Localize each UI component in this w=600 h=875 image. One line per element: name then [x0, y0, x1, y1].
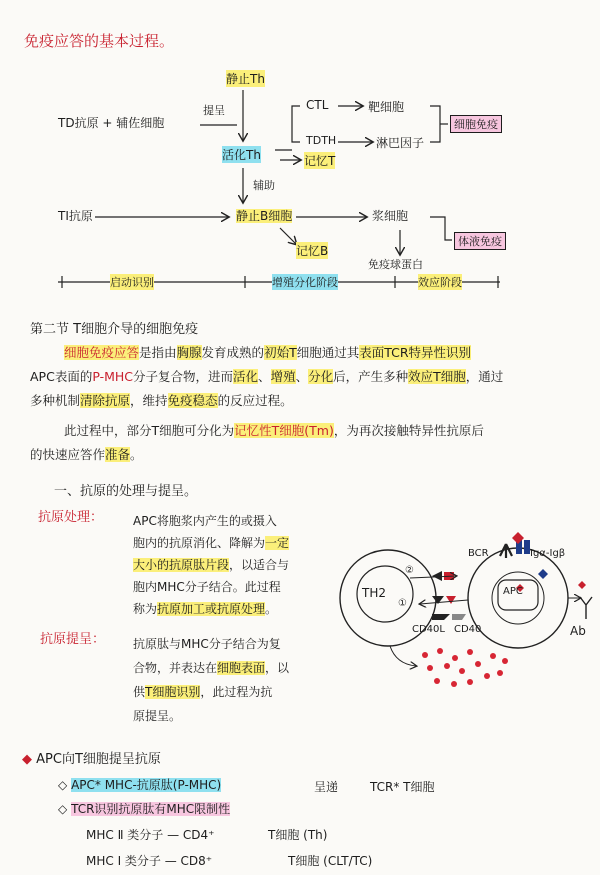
bcr-label: BCR [468, 548, 489, 559]
line3-mhc2: MHC Ⅱ 类分子 — CD4⁺ [86, 828, 215, 842]
section2-title: 第二节 T细胞介导的细胞免疫 [30, 322, 199, 337]
main-bullet-text: APC向T细胞提呈抗原 [36, 752, 161, 767]
section2-p1-line3: 多种机制清除抗原，维持免疫稳态的反应过程。 [30, 393, 293, 408]
section2-p2-line2: 的快速应答作准备。 [30, 447, 143, 462]
section2-p2-line1: 此过程中，部分T细胞可分化为记忆性T细胞(Tm)，为再次接触特异性抗原后 [64, 423, 484, 438]
immunoglobulin-label: 免疫球蛋白 [368, 258, 423, 271]
cellular-immunity-label: 细胞免疫 [450, 115, 502, 133]
presentation-line-1: 抗原肽与MHC分子结合为复 [133, 637, 281, 651]
line4-mhc1: MHC Ⅰ 类分子 — CD8⁺ [86, 854, 213, 868]
antibodies [568, 581, 592, 619]
marker-2: ② [405, 565, 414, 576]
th2-label: TH2 [362, 586, 386, 600]
page-heading: 免疫应答的基本过程。 [24, 32, 175, 50]
line1-present: 呈递 [314, 780, 339, 794]
processing-line-3: 大小的抗原肽片段，以适合与 [133, 558, 290, 572]
stage-proliferation-label: 增殖分化阶段 [272, 276, 338, 289]
ti-antigen-label: TI抗原 [58, 209, 93, 223]
processing-line-1: APC将胞浆内产生的或摄入 [133, 514, 277, 528]
resting-b-text: 静止B细胞 [236, 209, 293, 223]
activated-th-label: 活化Th [222, 148, 261, 162]
open-diamond-icon-2: ◇ [58, 802, 68, 816]
open-diamond-icon: ◇ [58, 778, 68, 792]
ctl-label: CTL [306, 98, 329, 112]
cytokine-dots [422, 648, 508, 687]
processing-label: 抗原处理： [38, 510, 104, 525]
memory-t-label: 记忆T [304, 154, 336, 168]
cd40-label: CD40 [454, 624, 482, 635]
b-cell [468, 548, 568, 648]
stage-recognition-label: 启动识别 [110, 276, 154, 289]
bullet-line2 [58, 800, 230, 817]
apc-label: APC [503, 586, 523, 597]
term-cellular-response: 细胞免疫应答 [64, 345, 140, 360]
p1-line1-text: 是指由胸腺发育成熟的初始T细胞通过其表面TCR特异性识别 [139, 345, 472, 360]
help-label: 辅助 [253, 179, 275, 192]
receptor-pairs [410, 571, 468, 620]
stage-effector-label: 效应阶段 [418, 276, 462, 289]
line2-text: TCR识别抗原肽有MHC限制性 [71, 802, 231, 816]
presentation-label: 抗原提呈： [40, 632, 106, 647]
present-label: 提呈 [203, 104, 225, 117]
section2-p1-line2: APC表面的P-MHC分子复合物，进而活化、增殖、分化后，产生多种效应T细胞，通过 [30, 369, 504, 384]
main-bullet [22, 748, 161, 767]
diamond-bullet-icon: ◆ [22, 752, 32, 767]
line1-tcr: TCR* T细胞 [370, 780, 435, 794]
processing-line-2: 胞内的抗原消化、降解为一定 [133, 536, 290, 550]
presentation-line-3: 供T细胞识别，此过程为抗 [133, 685, 273, 699]
ab-label: Ab [570, 624, 586, 638]
processing-line-5: 称为抗原加工或抗原处理。 [133, 602, 278, 616]
line3-th: T细胞 (Th) [268, 828, 328, 842]
marker-1: ① [398, 598, 407, 609]
processing-line-4: 胞内MHC分子结合。此过程 [133, 580, 281, 594]
presentation-line-2: 合物，并表达在细胞表面，以 [133, 661, 290, 675]
bcr-receptor [500, 532, 530, 558]
bullet-line1 [58, 776, 221, 793]
ig-label: Igα-Igβ [530, 548, 566, 559]
memory-b-label: 记忆B [296, 244, 329, 258]
target-cell-label: 靶细胞 [368, 100, 405, 114]
antigen-section-title: 一、抗原的处理与提呈。 [54, 484, 198, 499]
resting-th-label: 静止Th [226, 72, 265, 86]
line4-tc: T细胞 (CLT/TC) [288, 854, 373, 868]
td-antigen-label: TD抗原 + 辅佐细胞 [58, 116, 165, 130]
tdth-label: TDTH [306, 134, 337, 147]
humoral-immunity-label: 体液免疫 [454, 232, 506, 250]
lymphokine-label: 淋巴因子 [376, 136, 425, 150]
plasma-cell-label: 浆细胞 [372, 209, 409, 223]
line1-apc: APC* MHC-抗原肽(P-MHC) [71, 778, 222, 792]
cd40l-label: CD40L [412, 624, 445, 635]
presentation-line-4: 原提呈。 [133, 709, 182, 723]
